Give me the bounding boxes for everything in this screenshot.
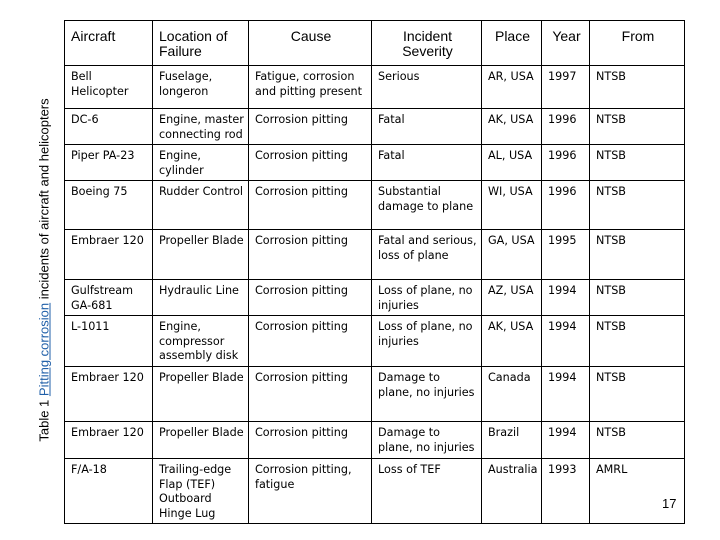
source-cell: NTSB xyxy=(590,109,685,145)
aircraft-cell: Piper PA-23 xyxy=(65,145,153,181)
year-cell: 1995 xyxy=(542,230,590,280)
cause-cell: Corrosion pitting xyxy=(249,145,372,181)
table-row xyxy=(65,367,685,422)
location-cell: Propeller Blade xyxy=(153,230,249,280)
cause-cell: Corrosion pitting xyxy=(249,230,372,280)
severity-cell: Damage to plane, no injuries xyxy=(372,422,482,459)
cause-cell: Corrosion pitting xyxy=(249,367,372,422)
table-row xyxy=(65,181,685,230)
cause-cell: Corrosion pitting xyxy=(249,316,372,367)
severity-cell: Loss of plane, no injuries xyxy=(372,280,482,316)
location-cell: Propeller Blade xyxy=(153,367,249,422)
year-cell: 1996 xyxy=(542,109,590,145)
location-cell: Propeller Blade xyxy=(153,422,249,459)
table-row xyxy=(65,145,685,181)
cause-cell: Fatigue, corrosion and pitting present xyxy=(249,66,372,109)
table-row xyxy=(65,230,685,280)
cause-cell: Corrosion pitting xyxy=(249,280,372,316)
place-cell: Brazil xyxy=(482,422,542,459)
table-row xyxy=(65,459,685,524)
aircraft-cell: Boeing 75 xyxy=(65,181,153,230)
source-cell: AMRL xyxy=(590,459,685,524)
caption-prefix: Table 1 xyxy=(36,396,52,442)
caption-suffix: incidents of aircraft and helicopters xyxy=(36,98,52,303)
table-caption xyxy=(37,98,52,441)
place-cell: AR, USA xyxy=(482,66,542,109)
column-header-cause: Cause xyxy=(249,21,372,66)
column-header-location: Location of Failure xyxy=(153,21,249,66)
aircraft-cell: Gulfstream GA-681 xyxy=(65,280,153,316)
source-cell: NTSB xyxy=(590,230,685,280)
year-cell: 1993 xyxy=(542,459,590,524)
source-cell: NTSB xyxy=(590,181,685,230)
year-cell: 1994 xyxy=(542,316,590,367)
severity-cell: Substantial damage to plane xyxy=(372,181,482,230)
location-cell: Engine, cylinder xyxy=(153,145,249,181)
aircraft-cell: F/A-18 xyxy=(65,459,153,524)
source-cell: NTSB xyxy=(590,316,685,367)
year-cell: 1996 xyxy=(542,145,590,181)
year-cell: 1996 xyxy=(542,181,590,230)
place-cell: AZ, USA xyxy=(482,280,542,316)
incidents-table xyxy=(64,20,685,524)
source-cell: NTSB xyxy=(590,145,685,181)
place-cell: Australia xyxy=(482,459,542,524)
place-cell: AK, USA xyxy=(482,109,542,145)
aircraft-cell: Bell Helicopter xyxy=(65,66,153,109)
year-cell: 1997 xyxy=(542,66,590,109)
table-row xyxy=(65,422,685,459)
aircraft-cell: Embraer 120 xyxy=(65,230,153,280)
table-row xyxy=(65,280,685,316)
severity-cell: Fatal and serious, loss of plane xyxy=(372,230,482,280)
column-header-place: Place xyxy=(482,21,542,66)
year-cell: 1994 xyxy=(542,422,590,459)
severity-cell: Fatal xyxy=(372,109,482,145)
year-cell: 1994 xyxy=(542,280,590,316)
source-cell: NTSB xyxy=(590,66,685,109)
location-cell: Engine, master connecting rod xyxy=(153,109,249,145)
cause-cell: Corrosion pitting xyxy=(249,422,372,459)
table-row xyxy=(65,316,685,367)
place-cell: GA, USA xyxy=(482,230,542,280)
place-cell: AL, USA xyxy=(482,145,542,181)
severity-cell: Loss of TEF xyxy=(372,459,482,524)
year-cell: 1994 xyxy=(542,367,590,422)
severity-cell: Serious xyxy=(372,66,482,109)
aircraft-cell: DC-6 xyxy=(65,109,153,145)
table-header-row xyxy=(65,21,685,66)
place-cell: AK, USA xyxy=(482,316,542,367)
cause-cell: Corrosion pitting, fatigue xyxy=(249,459,372,524)
column-header-from: From xyxy=(590,21,685,66)
table-row xyxy=(65,109,685,145)
location-cell: Fuselage, longeron xyxy=(153,66,249,109)
severity-cell: Damage to plane, no injuries xyxy=(372,367,482,422)
pitting-corrosion-link[interactable]: Pitting corrosion xyxy=(36,302,52,397)
aircraft-cell: Embraer 120 xyxy=(65,367,153,422)
location-cell: Engine, compressor assembly disk xyxy=(153,316,249,367)
location-cell: Hydraulic Line xyxy=(153,280,249,316)
aircraft-cell: Embraer 120 xyxy=(65,422,153,459)
location-cell: Rudder Control xyxy=(153,181,249,230)
cause-cell: Corrosion pitting xyxy=(249,109,372,145)
place-cell: WI, USA xyxy=(482,181,542,230)
source-cell: NTSB xyxy=(590,367,685,422)
severity-cell: Fatal xyxy=(372,145,482,181)
column-header-aircraft: Aircraft xyxy=(65,21,153,66)
table-row xyxy=(65,66,685,109)
place-cell: Canada xyxy=(482,367,542,422)
cause-cell: Corrosion pitting xyxy=(249,181,372,230)
page-number: 17 xyxy=(662,496,677,511)
severity-cell: Loss of plane, no injuries xyxy=(372,316,482,367)
column-header-year: Year xyxy=(542,21,590,66)
column-header-severity: Incident Severity xyxy=(372,21,482,66)
location-cell: Trailing-edge Flap (TEF) Outboard Hinge Lug xyxy=(153,459,249,524)
source-cell: NTSB xyxy=(590,422,685,459)
source-cell: NTSB xyxy=(590,280,685,316)
aircraft-cell: L-1011 xyxy=(65,316,153,367)
